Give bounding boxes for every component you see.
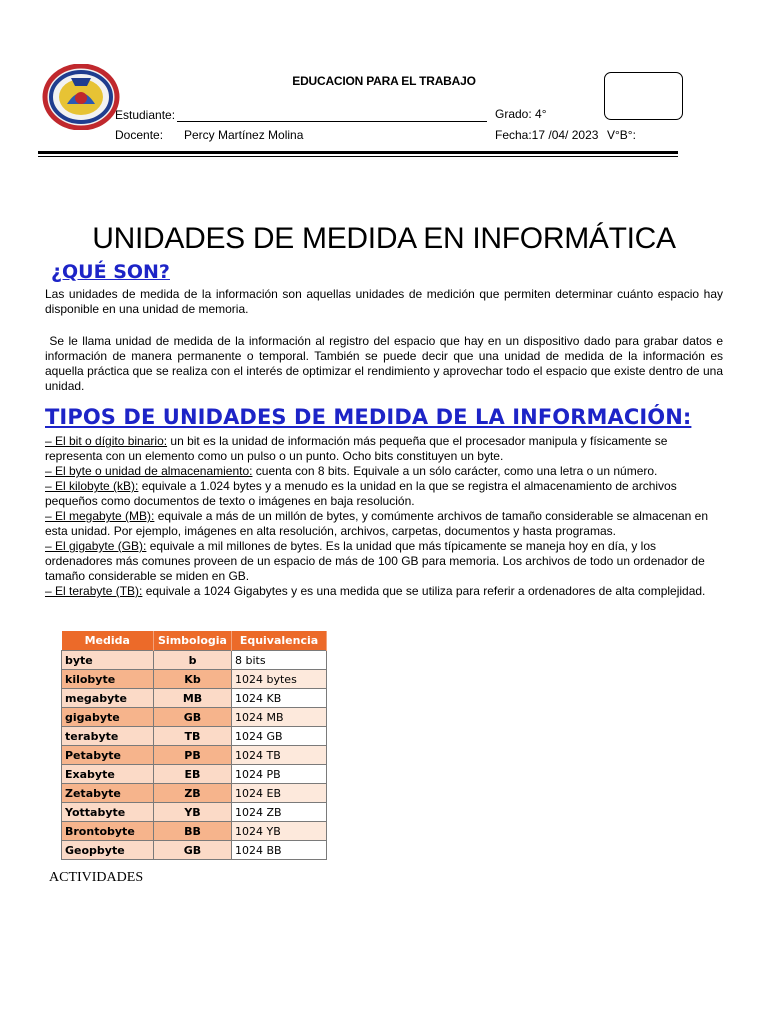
student-label: Estudiante: <box>115 108 176 122</box>
unit-description: equivale a 1.024 bytes y a menudo es la unidad en la que se registra el almacenamiento de archivos pequeños como documentos de texto o imágenes en baja resolución. <box>45 479 677 508</box>
header-divider-thin <box>38 156 678 157</box>
cell-medida: Geopbyte <box>62 841 154 860</box>
column-header-equivalencia: Equivalencia <box>232 631 327 651</box>
cell-simbologia: GB <box>154 841 232 860</box>
unit-term: – El gigabyte (GB): <box>45 539 147 553</box>
section-heading-que-son: ¿QUÉ SON? <box>51 261 170 283</box>
cell-equivalencia: 1024 KB <box>232 689 327 708</box>
header-divider <box>38 151 678 154</box>
cell-simbologia: MB <box>154 689 232 708</box>
cell-medida: Yottabyte <box>62 803 154 822</box>
cell-equivalencia: 1024 BB <box>232 841 327 860</box>
cell-simbologia: GB <box>154 708 232 727</box>
cell-medida: megabyte <box>62 689 154 708</box>
cell-simbologia: b <box>154 651 232 670</box>
cell-medida: Exabyte <box>62 765 154 784</box>
cell-medida: terabyte <box>62 727 154 746</box>
cell-equivalencia: 1024 bytes <box>232 670 327 689</box>
list-item <box>45 479 725 509</box>
cell-simbologia: TB <box>154 727 232 746</box>
table-row <box>62 765 327 784</box>
table-row <box>62 784 327 803</box>
paragraph-explanation-text: Se le llama unidad de medida de la información al registro del espacio que hay en un dispositivo dado para grabar datos e información de manera permanente o temporal. También se puede decir que una unidad de medida de la información es aquella práctica que se realiza con el interés de optimizar el rendimiento y aprovechar todo el espacio que existe dentro de una unidad. <box>45 334 723 393</box>
cell-simbologia: ZB <box>154 784 232 803</box>
unit-term: – El byte o unidad de almacenamiento: <box>45 464 253 478</box>
list-item <box>45 539 725 584</box>
approval-text: V°B°: <box>607 128 636 142</box>
cell-equivalencia: 1024 TB <box>232 746 327 765</box>
list-item <box>45 464 725 479</box>
table-row <box>62 708 327 727</box>
grade-text: Grado: 4° <box>495 107 547 121</box>
table-row <box>62 841 327 860</box>
cell-medida: kilobyte <box>62 670 154 689</box>
course-title: EDUCACION PARA EL TRABAJO <box>292 74 476 88</box>
cell-simbologia: PB <box>154 746 232 765</box>
cell-equivalencia: 8 bits <box>232 651 327 670</box>
teacher-name: Percy Martínez Molina <box>184 128 304 142</box>
cell-medida: Zetabyte <box>62 784 154 803</box>
table-row <box>62 746 327 765</box>
unit-types-list <box>45 434 725 599</box>
student-name-line[interactable] <box>177 121 487 122</box>
cell-medida: Brontobyte <box>62 822 154 841</box>
date-text: Fecha:17 /04/ 2023 <box>495 128 599 142</box>
unit-description: un bit es la unidad de información más pequeña que el procesador manipula y físicamente se representa con un elemento como un pulso o un punto. Ocho bits constituyen un byte. <box>45 434 668 463</box>
list-item <box>45 434 725 464</box>
section-heading-tipos: TIPOS DE UNIDADES DE MEDIDA DE LA INFORMACIÓN: <box>45 405 692 429</box>
unit-term: – El bit o dígito binario: <box>45 434 168 448</box>
unit-description: equivale a mil millones de bytes. Es la unidad que más típicamente se maneja hoy en día, y los ordenadores más comunes proveen de un espacio de más de 100 GB para memoria. Los archivos de todo un ordenador de tamaño considerable se miden en GB. <box>45 539 705 583</box>
activities-heading: ACTIVIDADES <box>49 870 144 885</box>
column-header-medida: Medida <box>62 631 154 651</box>
cell-simbologia: YB <box>154 803 232 822</box>
table-row <box>62 803 327 822</box>
table-row <box>62 822 327 841</box>
column-header-simbologia: Simbologia <box>154 631 232 651</box>
unit-term: – El kilobyte (kB): <box>45 479 139 493</box>
grade-box[interactable] <box>604 72 683 120</box>
unit-description: equivale a 1024 Gigabytes y es una medida que se utiliza para referir a ordenadores de alta complejidad. <box>142 584 706 598</box>
cell-simbologia: Kb <box>154 670 232 689</box>
table-row <box>62 670 327 689</box>
page-title: UNIDADES DE MEDIDA EN INFORMÁTICA <box>92 222 676 255</box>
table-header-row <box>62 631 327 651</box>
list-item <box>45 584 725 599</box>
cell-equivalencia: 1024 ZB <box>232 803 327 822</box>
unit-description: cuenta con 8 bits. Equivale a un sólo carácter, como una letra o un número. <box>252 464 658 478</box>
cell-equivalencia: 1024 PB <box>232 765 327 784</box>
cell-medida: gigabyte <box>62 708 154 727</box>
cell-medida: byte <box>62 651 154 670</box>
unit-term: – El megabyte (MB): <box>45 509 155 523</box>
cell-medida: Petabyte <box>62 746 154 765</box>
paragraph-definition: Las unidades de medida de la información son aquellas unidades de medición que permiten determinar cuánto espacio hay disponible en una unidad de memoria. <box>45 287 723 316</box>
list-item <box>45 509 725 539</box>
cell-equivalencia: 1024 EB <box>232 784 327 803</box>
cell-simbologia: EB <box>154 765 232 784</box>
table-row <box>62 651 327 670</box>
teacher-label: Docente: <box>115 128 164 142</box>
table-row <box>62 727 327 746</box>
cell-equivalencia: 1024 GB <box>232 727 327 746</box>
cell-simbologia: BB <box>154 822 232 841</box>
unit-term: – El terabyte (TB): <box>45 584 143 598</box>
cell-equivalencia: 1024 MB <box>232 708 327 727</box>
unit-description: equivale a más de un millón de bytes, y comúmente archivos de tamaño considerable se almacenan en esta unidad. Por ejemplo, imágenes en alta resolución, archivos, carpetas, documentos y hasta programas. <box>45 509 709 538</box>
units-table <box>61 631 327 860</box>
table-row <box>62 689 327 708</box>
cell-equivalencia: 1024 YB <box>232 822 327 841</box>
paragraph-explanation <box>45 334 723 394</box>
